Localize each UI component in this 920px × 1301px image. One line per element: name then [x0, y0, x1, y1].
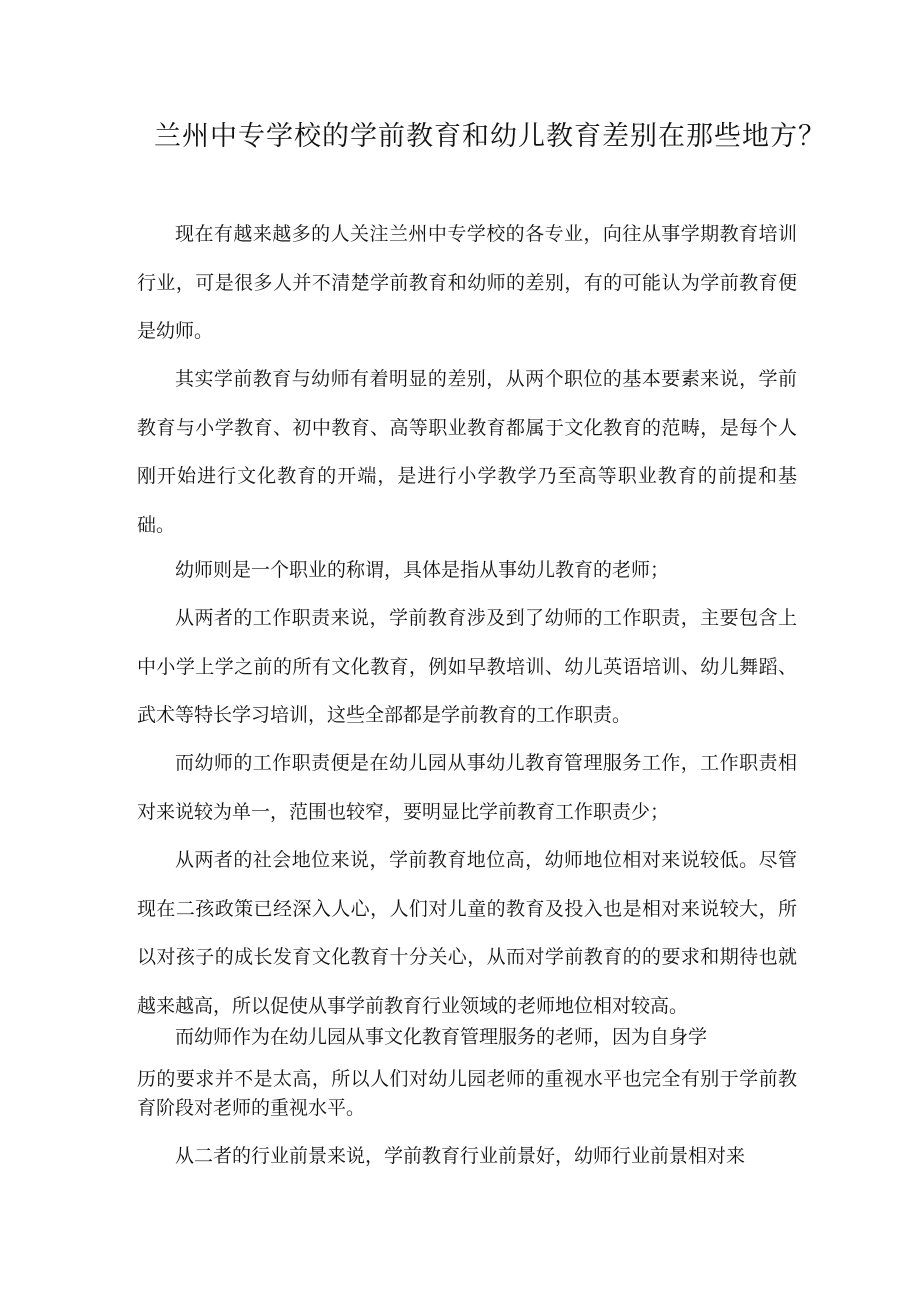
paragraph-8: 历的要求并不是太高，所以人们对幼儿园老师的重视水平也完全有别于学前教育阶段对老师的重视水平。 — [137, 1068, 797, 1119]
paragraph-1: 现在有越来越多的人关注兰州中专学校的各专业，向往从事学期教育培训行业，可是很多人并不清楚学前教育和幼师的差别，有的可能认为学前教育便是幼师。 — [137, 223, 797, 342]
paragraph-4: 从两者的工作职责来说，学前教育涉及到了幼师的工作职责，主要包含上中小学上学之前的所有文化教育，例如早教培训、幼儿英语培训、幼儿舞蹈、武术等特长学习培训，这些全部都是学前教育的工作职责。 — [137, 607, 797, 726]
paragraph-6: 从两者的社会地位来说，学前教育地位高，幼师地位相对来说较低。尽管现在二孩政策已经深入人心，人们对儿童的教育及投入也是相对来说较大，所以对孩子的成长发育文化教育十分关心，从而对学前教育的的要求和期待也就越来越高，所以促使从事学前教育行业领域的老师地位相对较高。 — [137, 849, 797, 1017]
paragraph-3: 幼师则是一个职业的称谓，具体是指从事幼儿教育的老师； — [175, 559, 670, 581]
document-title: 兰州中专学校的学前教育和幼儿教育差别在那些地方？ — [154, 121, 826, 152]
paragraph-5: 而幼师的工作职责便是在幼儿园从事幼儿教育管理服务工作，工作职责相对来说较为单一，范围也较窄，要明显比学前教育工作职责少； — [137, 752, 797, 823]
paragraph-7: 而幼师作为在幼儿园从事文化教育管理服务的老师，因为自身学 — [175, 1026, 708, 1048]
paragraph-9: 从二者的行业前景来说，学前教育行业前景好，幼师行业前景相对来 — [175, 1145, 746, 1167]
paragraph-2: 其实学前教育与幼师有着明显的差别，从两个职位的基本要素来说，学前教育与小学教育、初中教育、高等职业教育都属于文化教育的范畴，是每个人刚开始进行文化教育的开端，是进行小学教学乃至高等职业教育的前提和基础。 — [137, 368, 797, 536]
